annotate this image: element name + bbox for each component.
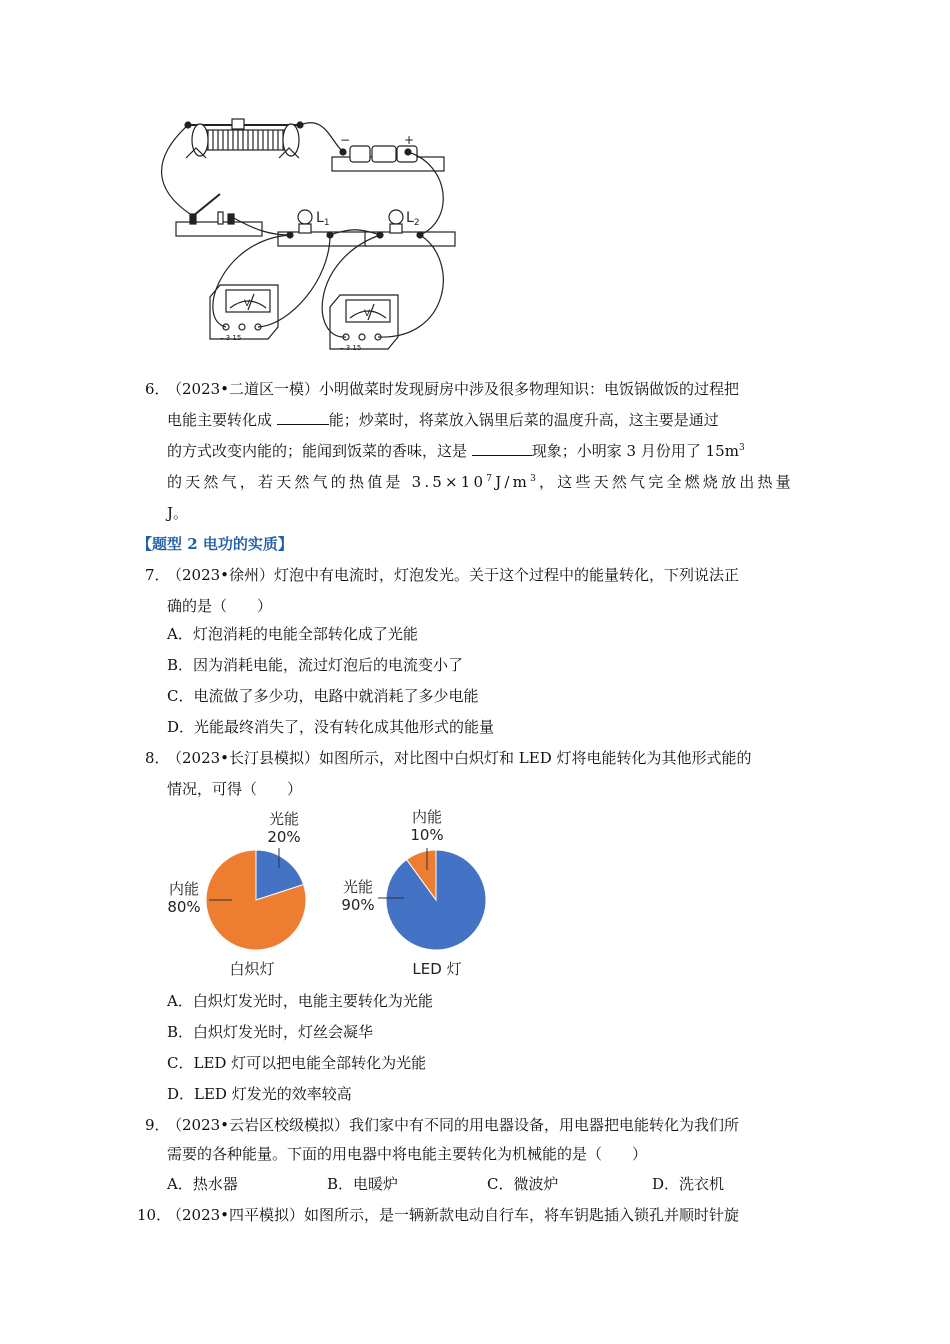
pie-chart-led bbox=[378, 842, 494, 958]
q6-line1: （2023•二道区一模）小明做菜时发现厨房中涉及很多物理知识：电饭锅做饭的过程把 bbox=[167, 380, 740, 398]
voltmeter-2 bbox=[330, 295, 398, 349]
q8-line1: （2023•长汀县模拟）如图所示，对比图中白炽灯和 LED 灯将电能转化为其他形式能的 bbox=[167, 749, 752, 767]
q9-option-d[interactable]: D．洗衣机 bbox=[652, 1175, 725, 1193]
voltmeter1-terminals: – 3 15 bbox=[220, 334, 242, 342]
q7-option-c[interactable]: C．电流做了多少功，电路中就消耗了多少电能 bbox=[167, 687, 479, 705]
pie2-title: LED 灯 bbox=[412, 960, 462, 978]
circuit-diagram bbox=[160, 110, 460, 370]
switch bbox=[176, 194, 262, 236]
q7-option-a[interactable]: A．灯泡消耗的电能全部转化成了光能 bbox=[167, 625, 418, 643]
q8-option-b[interactable]: B．白炽灯发光时，灯丝会凝华 bbox=[167, 1023, 374, 1041]
q8-number: 8． bbox=[145, 749, 170, 767]
q6-line2: 电能主要转化成 能；炒菜时，将菜放入锅里后菜的温度升高，这主要是通过 bbox=[167, 411, 719, 429]
q7-line1: （2023•徐州）灯泡中有电流时，灯泡发光。关于这个过程中的能量转化，下列说法正 bbox=[167, 566, 740, 584]
q6-line3: 的方式改变内能的；能闻到饭菜的香味，这是 现象；小明家 3 月份用了 $15m^3$ bbox=[167, 442, 745, 460]
q9-option-a[interactable]: A．热水器 bbox=[167, 1175, 238, 1193]
q8-option-d[interactable]: D．LED 灯发光的效率较高 bbox=[167, 1085, 352, 1103]
lamp2-label: $L_2$ bbox=[406, 210, 420, 228]
battery bbox=[332, 146, 444, 171]
voltmeter-1 bbox=[210, 285, 278, 339]
voltmeter1-glyph: V bbox=[244, 299, 251, 309]
q8-line2: 情况，可得（ ） bbox=[167, 780, 303, 798]
q8-option-a[interactable]: A．白炽灯发光时，电能主要转化为光能 bbox=[167, 992, 433, 1010]
q7-line2: 确的是（ ） bbox=[167, 597, 273, 615]
pie1-heat-label: 内能 80% bbox=[167, 880, 201, 916]
q9-line2: 需要的各种能量。下面的用电器中将电能主要转化为机械能的是（ ） bbox=[167, 1145, 648, 1163]
voltmeter2-terminals: – 3 15 bbox=[340, 344, 362, 352]
battery-plus-label: + bbox=[404, 133, 415, 147]
voltmeter2-glyph: V bbox=[364, 309, 371, 319]
pie-chart-incandescent bbox=[198, 842, 314, 958]
q9-option-c[interactable]: C．微波炉 bbox=[487, 1175, 559, 1193]
q9-number: 9． bbox=[145, 1116, 170, 1134]
q6-line5: J。 bbox=[167, 504, 189, 522]
pie1-light-label: 光能 20% bbox=[267, 810, 301, 846]
q9-option-b[interactable]: B．电暖炉 bbox=[327, 1175, 399, 1193]
q7-option-d[interactable]: D．光能最终消失了，没有转化成其他形式的能量 bbox=[167, 718, 495, 736]
q6-number: 6． bbox=[145, 380, 170, 398]
q10-line1: （2023•四平模拟）如图所示，是一辆新款电动自行车，将车钥匙插入锁孔并顺时针旋 bbox=[167, 1206, 740, 1224]
q6-blank2[interactable] bbox=[472, 441, 532, 456]
lamp1-label: $L_1$ bbox=[316, 210, 330, 228]
q6-blank1[interactable] bbox=[277, 410, 329, 425]
q8-option-c[interactable]: C．LED 灯可以把电能全部转化为光能 bbox=[167, 1054, 427, 1072]
q7-number: 7． bbox=[145, 566, 170, 584]
q9-line1: （2023•云岩区校级模拟）我们家中有不同的用电器设备，用电器把电能转化为我们所 bbox=[167, 1116, 740, 1134]
pie2-heat-label: 内能 10% bbox=[410, 808, 444, 844]
q7-option-b[interactable]: B．因为消耗电能，流过灯泡后的电流变小了 bbox=[167, 656, 464, 674]
rheostat bbox=[185, 119, 303, 158]
q6-line4: 的天然气，若天然气的热值是 $3.5\times 10^7J/m^3$，这些天然气完全燃烧放出热量 bbox=[167, 473, 794, 491]
pie1-title: 白炽灯 bbox=[229, 960, 275, 978]
section-heading-2: 【题型 2 电功的实质】 bbox=[137, 535, 293, 553]
q10-number: 10． bbox=[137, 1206, 172, 1224]
battery-minus-label: − bbox=[340, 133, 351, 147]
pie2-light-label: 光能 90% bbox=[341, 878, 375, 914]
